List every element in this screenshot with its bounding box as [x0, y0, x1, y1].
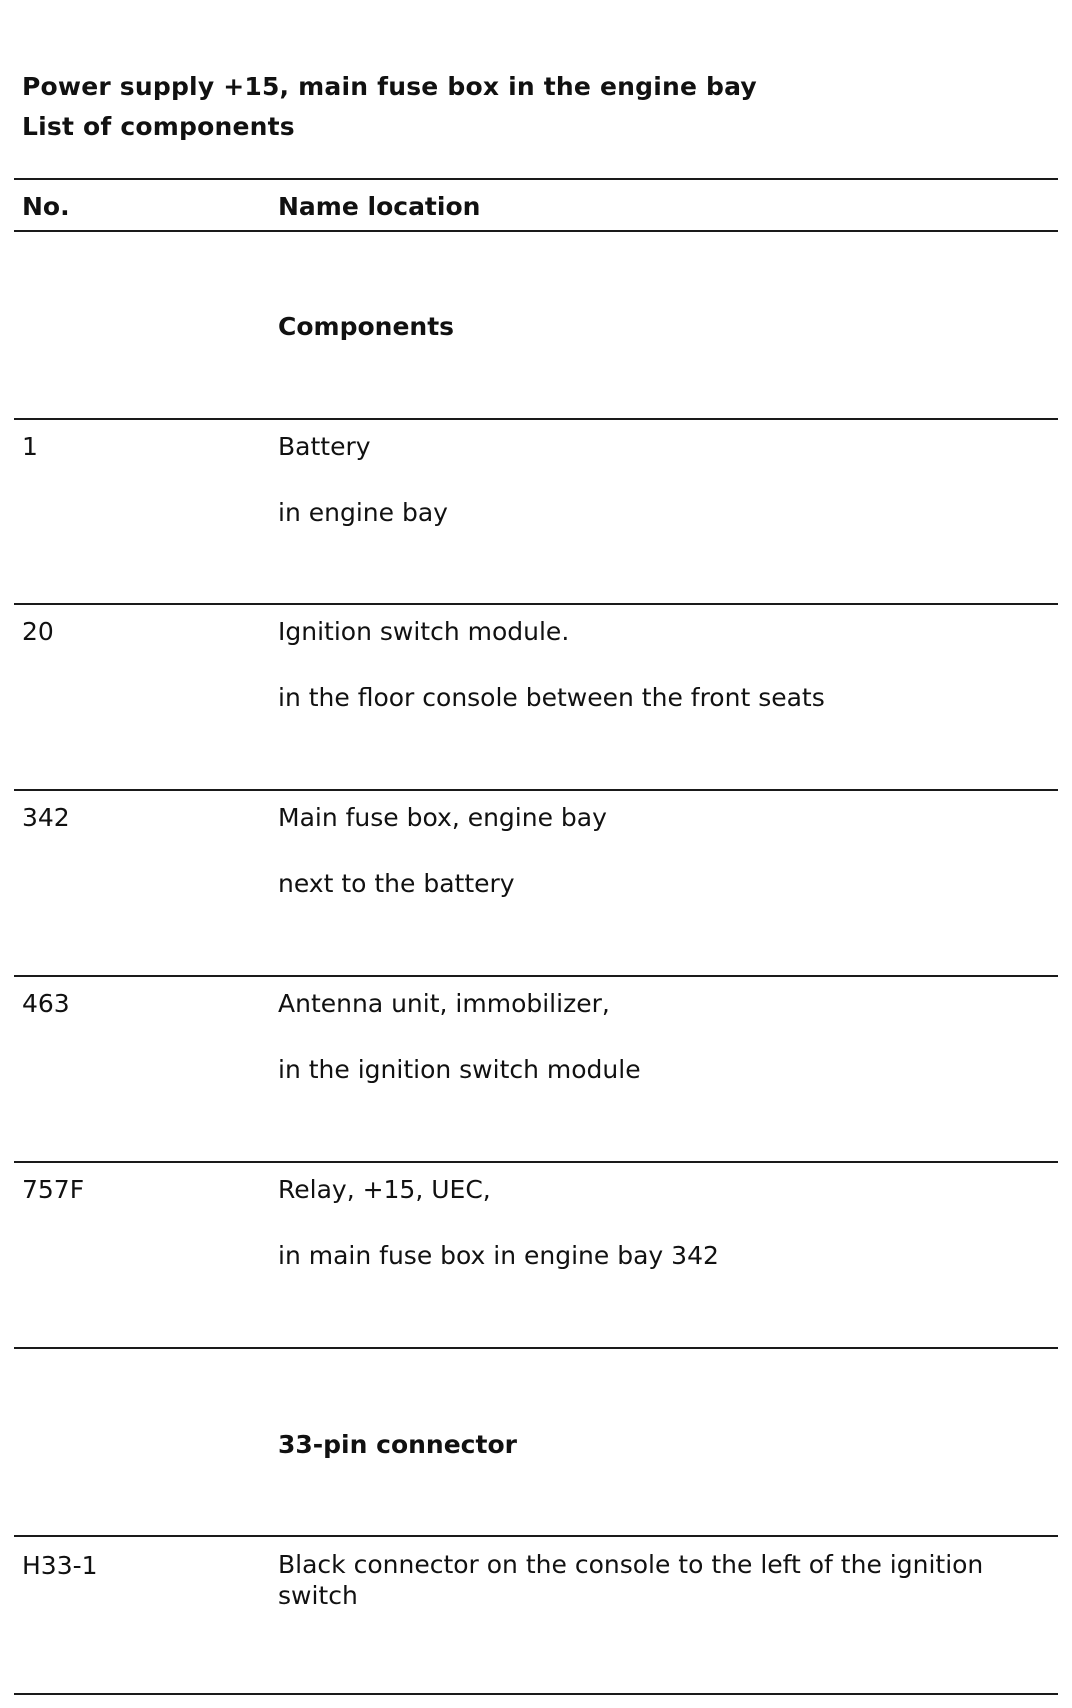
row-location: in the floor console between the front seats	[278, 683, 825, 712]
document-subtitle: List of components	[22, 112, 295, 141]
table-top-rule	[14, 178, 1058, 180]
row-name: Battery	[278, 432, 371, 461]
row-name: Antenna unit, immobilizer,	[278, 989, 610, 1018]
row-name: Main fuse box, engine bay	[278, 803, 607, 832]
row-name: Ignition switch module.	[278, 617, 570, 646]
row-rule	[14, 603, 1058, 605]
row-location: in the ignition switch module	[278, 1055, 641, 1084]
row-rule	[14, 1347, 1058, 1349]
row-rule	[14, 975, 1058, 977]
table-bottom-rule	[14, 1693, 1058, 1695]
section-title-components: Components	[278, 312, 455, 341]
column-header-name-location: Name location	[278, 192, 481, 221]
document-title: Power supply +15, main fuse box in the engine bay	[22, 72, 757, 101]
section-rule	[14, 418, 1058, 420]
row-rule	[14, 789, 1058, 791]
row-number: 463	[22, 989, 70, 1018]
row-number: 20	[22, 617, 54, 646]
row-location: in engine bay	[278, 498, 448, 527]
row-rule	[14, 1161, 1058, 1163]
row-name: Black connector on the console to the left of the ignition switch	[278, 1550, 984, 1610]
header-bottom-rule	[14, 230, 1058, 232]
row-name: Relay, +15, UEC,	[278, 1175, 491, 1204]
section-rule	[14, 1535, 1058, 1537]
row-number: 1	[22, 432, 38, 461]
row-number: 342	[22, 803, 70, 832]
column-header-no: No.	[22, 192, 70, 221]
row-location: in main fuse box in engine bay 342	[278, 1241, 719, 1270]
section-title-33-pin-connector: 33-pin connector	[278, 1430, 517, 1459]
row-number: H33-1	[22, 1551, 98, 1580]
row-number: 757F	[22, 1175, 85, 1204]
row-location: next to the battery	[278, 869, 515, 898]
